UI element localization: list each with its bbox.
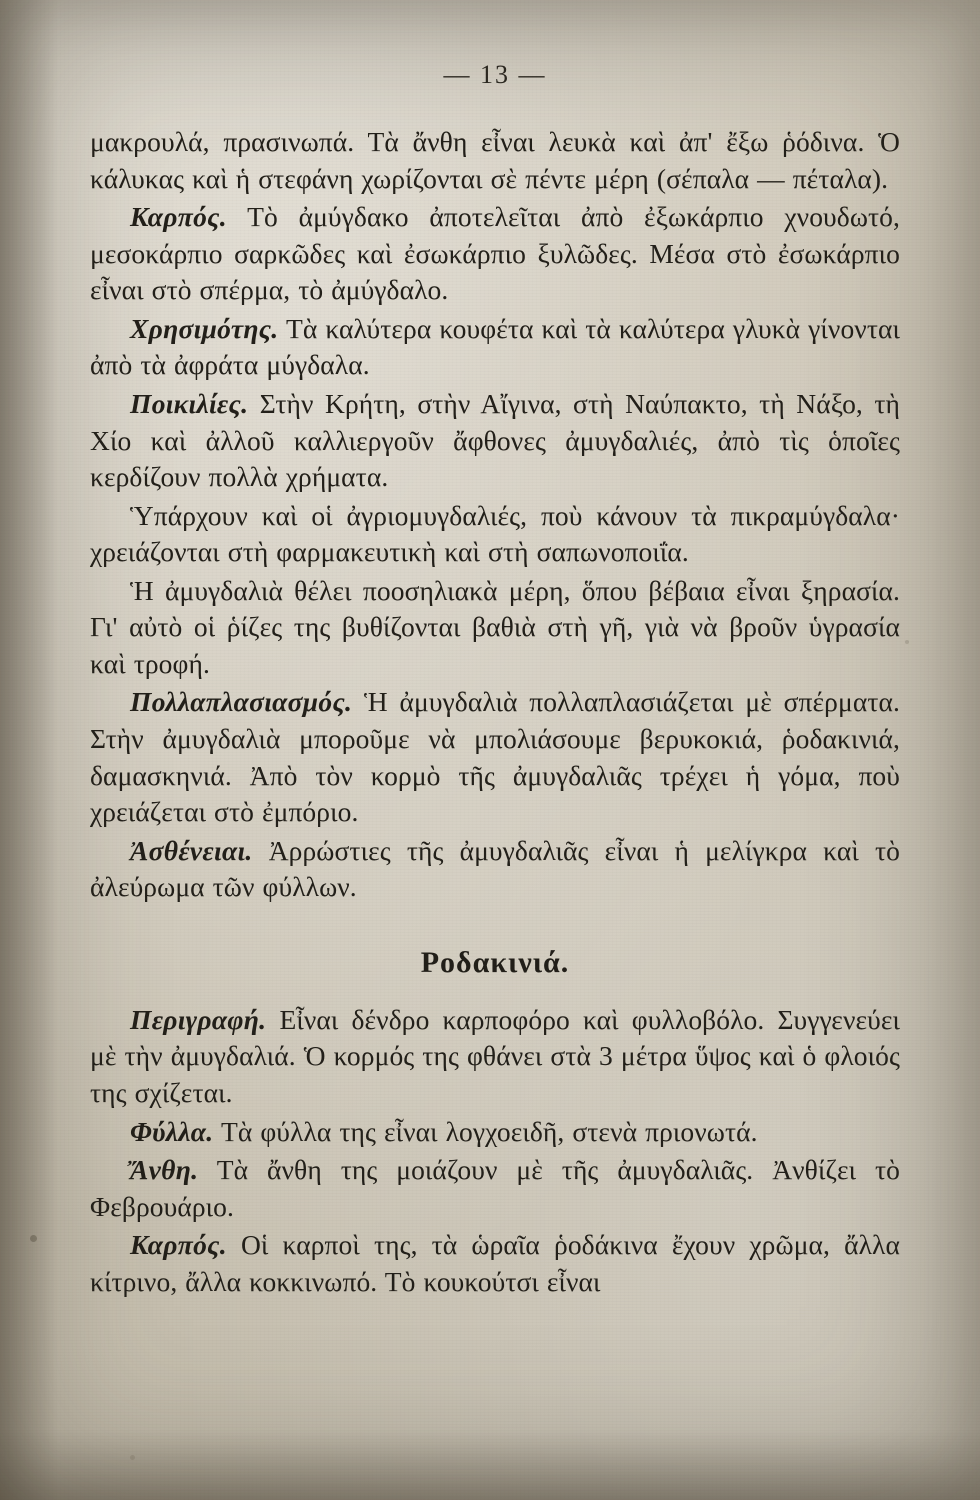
page-bottom-shadow	[0, 1430, 980, 1500]
paragraph-s1	[90, 1002, 900, 1112]
paragraph-text: Οἱ καρποὶ της, τὰ ὡραῖα ῥοδάκινα ἔχουν χρῶμα, ἄλλα κίτρινο, ἄλλα κοκκινωπό. Τὸ κουκούτσι εἶναι	[90, 1229, 900, 1297]
paper-speck	[30, 1235, 37, 1242]
paragraph-p4	[90, 386, 900, 496]
paragraph-text: Τὰ ἄνθη της μοιάζουν μὲ τῆς ἀμυγδαλιᾶς. Ἀνθίζει τὸ Φεβρουάριο.	[90, 1154, 900, 1222]
paragraph-text: Εἶναι δένδρο καρποφόρο καὶ φυλλοβόλο. Συγγενεύει μὲ τὴν ἀμυγδαλιά. Ὁ κορμός της φθάνει στὰ 3 μέτρα ὕψος καὶ ὁ φλοιός της σχίζεται.	[90, 1003, 900, 1108]
paper-speck	[905, 640, 909, 644]
paragraph-p5	[90, 498, 900, 571]
paragraph-lead: Περιγραφή.	[130, 1003, 267, 1035]
section-heading: Ροδακινιά.	[420, 945, 570, 979]
paragraph-p7	[90, 684, 900, 830]
paragraph-text: μακρουλά, πρασινωπά. Τὰ ἄνθη εἶναι λευκὰ καὶ ἀπ' ἔξω ῥόδινα. Ὁ κάλυκας καὶ ἡ στεφάνη χωρίζονται σὲ πέντε μέρη (σέπαλα — πέταλα).	[90, 126, 900, 194]
paragraph-s4	[90, 1227, 900, 1300]
paragraph-text: Ἡ ἀμυγδαλιὰ θέλει ποοσηλιακὰ μέρη, ὅπου βέβαια εἶναι ξηρασία. Γι' αὐτὸ οἱ ῥίζες της βυθίζονται βαθιὰ στὴ γῆ, γιὰ νὰ βροῦν ὑγρασία καὶ τροφή.	[90, 574, 900, 679]
paragraph-text: Στὴν Κρήτη, στὴν Αἴγινα, στὴ Ναύπακτο, τὴ Νάξο, τὴ Χίο καὶ ἀλλοῦ καλλιεργοῦν ἄφθονες ἀμυγδαλιές, ἀπὸ τὶς ὁποῖες κερδίζουν πολλὰ χρήματα.	[90, 387, 900, 493]
page-number: — 13 —	[443, 60, 547, 89]
paragraph-p8	[90, 833, 900, 906]
paragraph-lead: Ἄνθη.	[130, 1154, 199, 1186]
paragraph-lead: Καρπός.	[130, 1229, 227, 1261]
paragraph-p2	[90, 199, 900, 309]
paragraph-text: Ὑπάρχουν καὶ οἱ ἀγριομυγδαλιές, ποὺ κάνουν τὰ πικραμύγδαλα· χρειάζονται στὴ φαρμακευτικὴ καὶ στὴ σαπωνοποιΐα.	[90, 499, 900, 568]
paragraph-lead: Ποικιλίες.	[130, 387, 249, 419]
paragraph-lead: Πολλαπλασιασμός.	[130, 686, 353, 718]
paragraph-text: Τὸ ἀμύγδακο ἀποτελεῖται ἀπὸ ἐξωκάρπιο χνουδωτό, μεσοκάρπιο σαρκῶδες καὶ ἐσωκάρπιο ξυλῶδες. Μέσα στὸ ἐσωκάρπιο εἶναι στὸ σπέρμα, τὸ ἀμύγδαλο.	[90, 201, 900, 306]
paragraph-s2	[90, 1114, 900, 1151]
paragraph-s3	[90, 1152, 900, 1225]
paragraph-p3	[90, 311, 900, 384]
paragraph-text: Τὰ καλύτερα κουφέτα καὶ τὰ καλύτερα γλυκὰ γίνονται ἀπὸ τὰ ἀφράτα μύγδαλα.	[90, 312, 900, 381]
paragraph-lead: Φύλλα.	[130, 1115, 214, 1147]
paragraph-lead: Ἀσθένειαι.	[130, 834, 253, 866]
paragraph-p1	[90, 124, 900, 197]
paragraph-text: Ἀρρώστιες τῆς ἀμυγδαλιᾶς εἶναι ἡ μελίγκρα καὶ τὸ ἀλεύρωμα τῶν φύλλων.	[90, 834, 900, 903]
paragraph-text: Ἡ ἀμυγδαλιὰ πολλαπλασιάζεται μὲ σπέρματα. Στὴν ἀμυγδαλιὰ μποροῦμε νὰ μπολιάσουμε βερυκοκιά, ῥοδακινιά, δαμασκηνιά. Ἀπὸ τὸν κορμὸ τῆς ἀμυγδαλιᾶς τρέχει ἡ γόμα, ποὺ χρειάζεται στὸ ἐμπόριο.	[90, 686, 900, 828]
paragraph-lead: Καρπός.	[130, 201, 227, 233]
page-left-shadow	[0, 0, 58, 1500]
page-content	[90, 60, 900, 1300]
paragraph-text: Τὰ φύλλα της εἶναι λογχοειδῆ, στενὰ πριονωτά.	[213, 1115, 758, 1147]
paragraph-p6	[90, 573, 900, 683]
paragraph-lead: Χρησιμότης.	[130, 312, 279, 344]
paper-speck	[130, 1455, 135, 1460]
